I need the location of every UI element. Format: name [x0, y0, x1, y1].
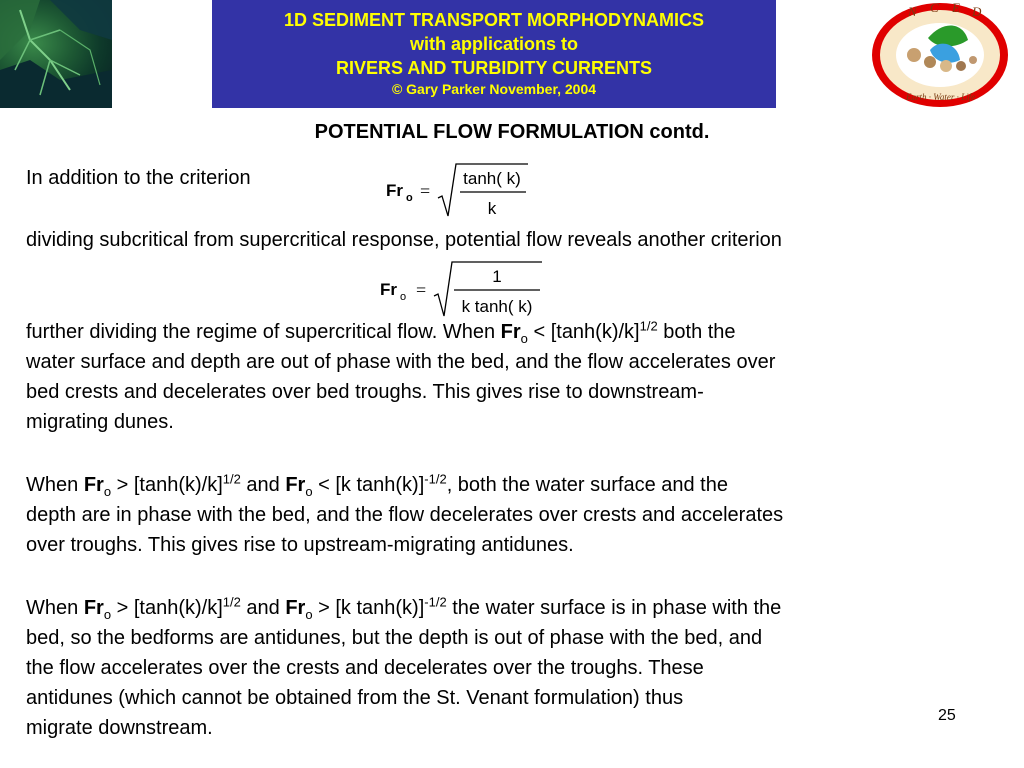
- banner-copyright: © Gary Parker November, 2004: [391, 81, 597, 97]
- para2-line3: over troughs. This gives rise to upstream-migrating antidunes.: [26, 534, 574, 556]
- eq2-lhs: Fr: [380, 280, 397, 299]
- equation-froude-one-over-k-tanh-k: [374, 256, 554, 325]
- nced-logo-art: [868, 0, 1012, 110]
- slide-title: POTENTIAL FLOW FORMULATION contd.: [314, 121, 710, 143]
- para3-line2: bed, so the bedforms are antidunes, but the depth is out of phase with the bed, and: [26, 627, 763, 649]
- logo-letter-d: D: [972, 4, 982, 19]
- course-banner: [212, 0, 776, 108]
- equation-1-svg: [380, 158, 540, 222]
- logo-letter-n: N: [908, 4, 917, 19]
- eq2-denominator: k tanh( k): [461, 297, 533, 316]
- equation-froude-tanh-k-over-k: [380, 158, 540, 227]
- para1-line2: water surface and depth are out of phase with the bed, and the flow accelerates over: [26, 351, 776, 373]
- delta-image-art: [0, 0, 112, 108]
- eq1-op: =: [420, 181, 431, 201]
- para3-line4: antidunes (which cannot be obtained from the St. Venant formulation) thus: [26, 687, 684, 709]
- eq2-numerator: 1: [492, 267, 502, 286]
- para1-line3: bed crests and decelerates over bed troughs. This gives rise to downstream-: [26, 381, 704, 403]
- para1-line1: further dividing the regime of supercritical flow. When $Fr_o < [\tanh(k)/k]^{1/2}$ both the: [26, 318, 736, 346]
- para1-line4: migrating dunes.: [26, 411, 174, 433]
- eq1-denominator: k: [487, 199, 497, 218]
- banner-title-line3: RIVERS AND TURBIDITY CURRENTS: [335, 58, 653, 78]
- delta-satellite-image: [0, 0, 112, 108]
- eq1-numerator: tanh( k): [463, 169, 521, 188]
- intro-text: In addition to the criterion: [26, 167, 251, 189]
- eq1-lhs: Fr: [386, 181, 403, 200]
- para2-line1: When $Fr_o > [\tanh(k)/k]^{1/2}$ and $Fr_o < [k$ tanh(k)]$^{-1/2}$, both the water surface and the: [26, 471, 728, 499]
- eq2-sub: o: [400, 291, 407, 303]
- banner-title-line2: with applications to: [409, 34, 578, 54]
- page-number: 25: [938, 707, 956, 724]
- logo-ring-text: Earth · Water · Life: [906, 92, 976, 102]
- nced-logo: [868, 0, 1012, 110]
- para3-line1: When $Fr_o > [\tanh(k)/k]^{1/2}$ and $Fr_o > [k$ tanh(k)]$^{-1/2}$ the water surface is in phase with the: [26, 594, 782, 622]
- equation-2-svg: [374, 256, 554, 320]
- para3-line3: the flow accelerates over the crests and decelerates over the troughs. These: [26, 657, 704, 679]
- logo-letter-e: E: [952, 0, 960, 15]
- banner-title-line1: 1D SEDIMENT TRANSPORT MORPHODYNAMICS: [283, 10, 705, 30]
- logo-letter-c: C: [930, 0, 939, 15]
- para3-line5: migrate downstream.: [26, 717, 213, 739]
- eq1-sub: o: [406, 192, 413, 204]
- eq2-op: =: [416, 280, 427, 300]
- para2-line2: depth are in phase with the bed, and the flow decelerates over crests and accelerates: [26, 504, 784, 526]
- criterion-line: dividing subcritical from supercritical response, potential flow reveals another criterion: [26, 229, 782, 251]
